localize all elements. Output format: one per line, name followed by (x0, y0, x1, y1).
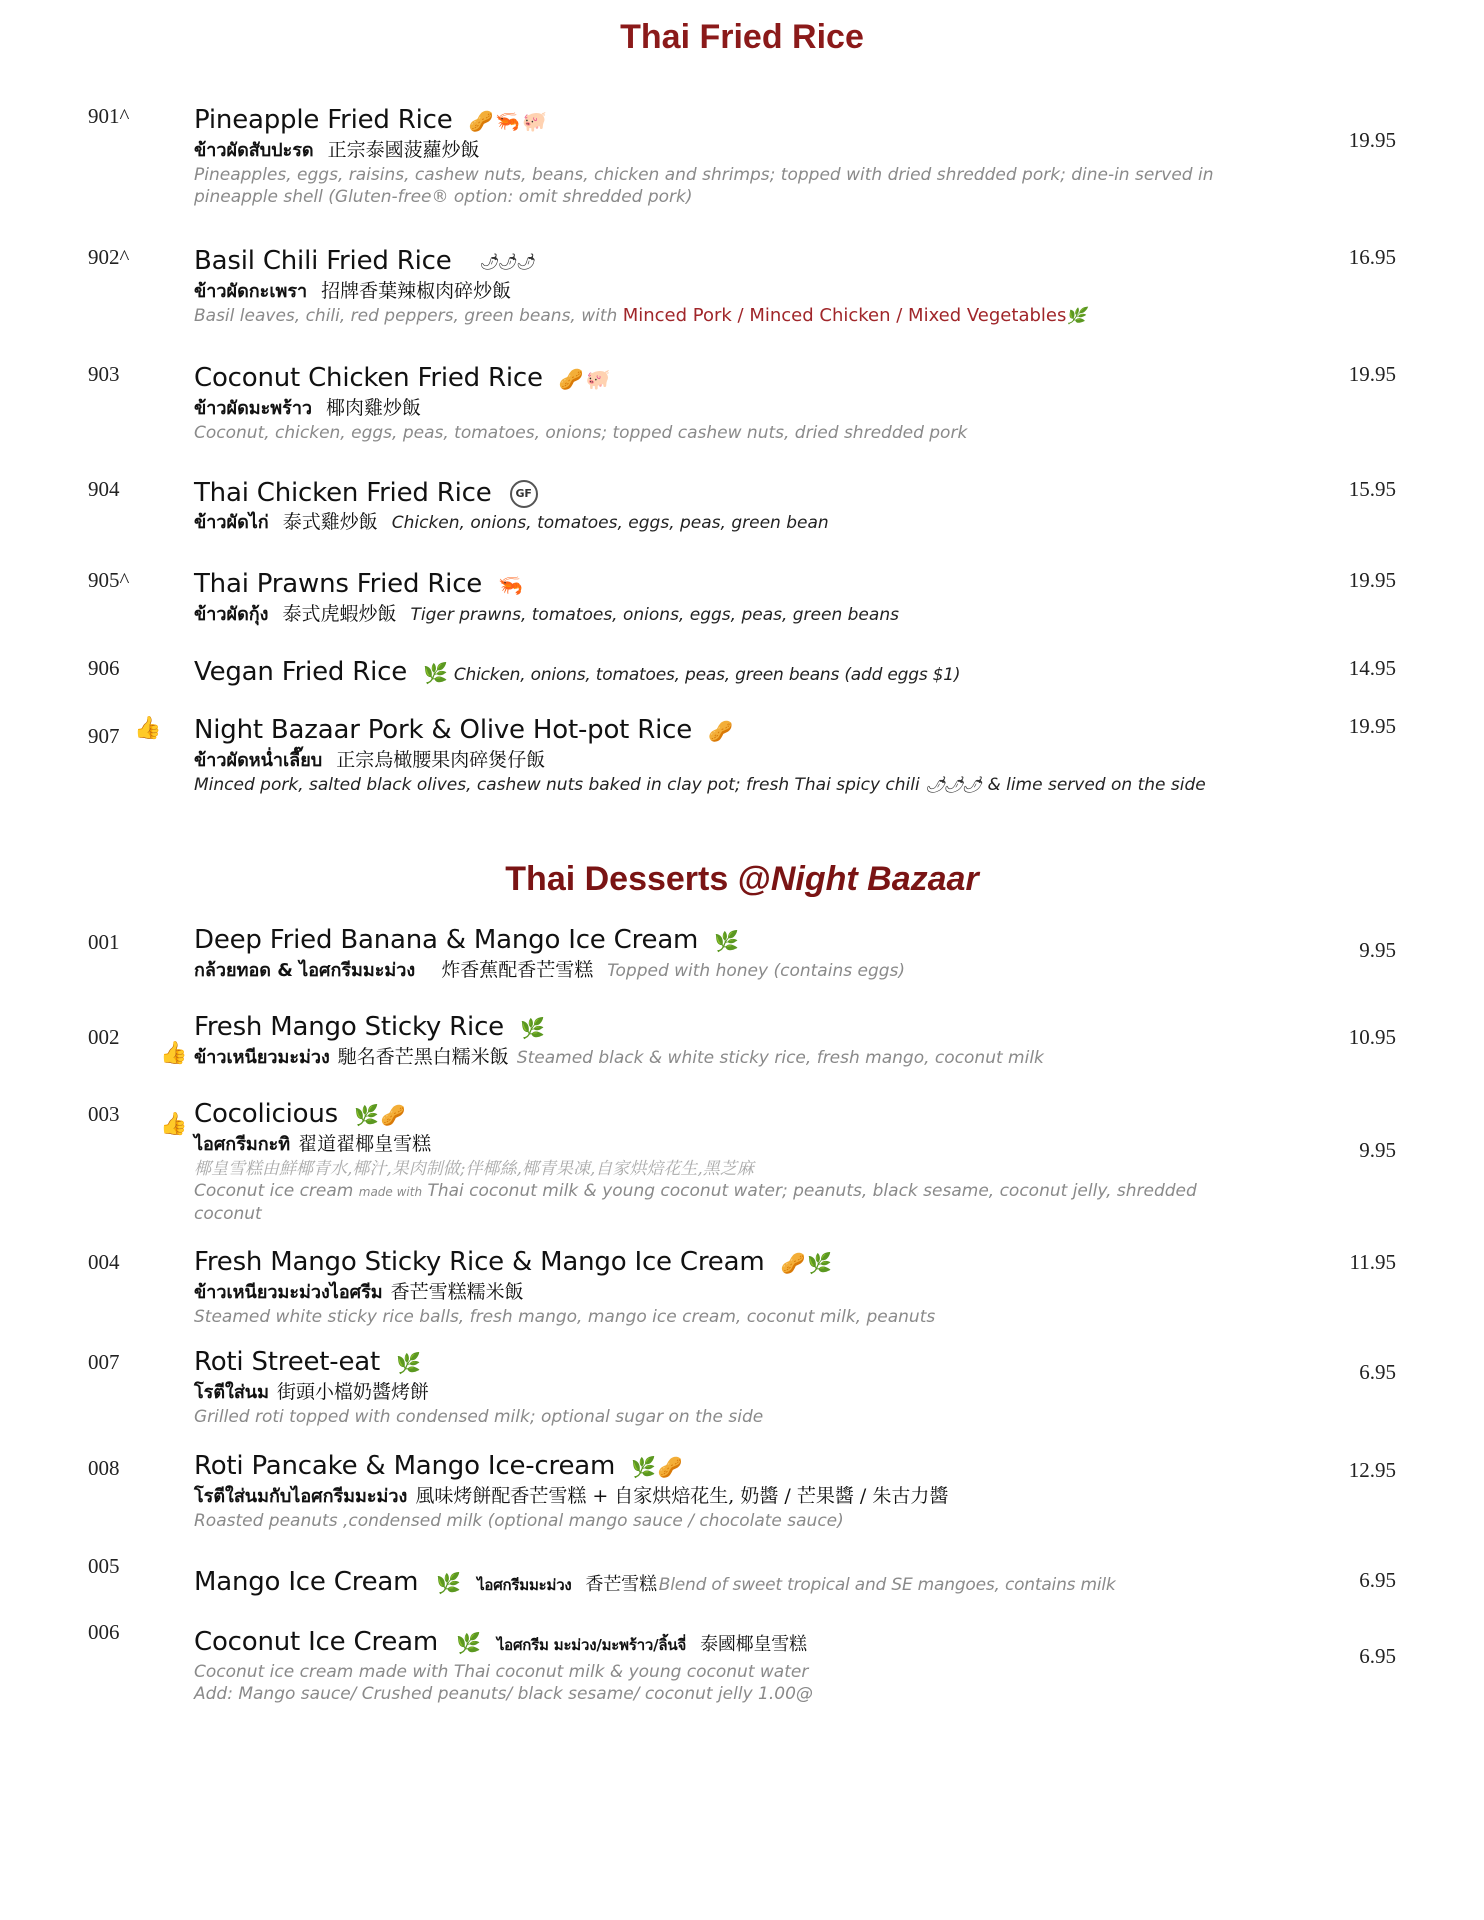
item-thai-name: ไอศกรีมกะทิ (194, 1133, 291, 1155)
item-description: Chicken, onions, tomatoes, eggs, peas, green bean (391, 513, 829, 533)
cashew-icon: 🥜 (558, 367, 584, 391)
item-number: 006 (88, 1620, 120, 1644)
item-number: 902^ (88, 245, 130, 269)
item-description: Coconut ice cream made with Thai coconut milk & young coconut water (194, 1662, 809, 1682)
shrimp-icon: 🦐 (495, 109, 521, 133)
item-number: 007 (88, 1350, 120, 1374)
item-description-end: & lime served on the side (982, 774, 1206, 795)
item-price: 16.95 (1348, 245, 1396, 269)
cashew-icon: 🥜 (468, 109, 494, 133)
cashew-icon: 🥜 (708, 719, 733, 743)
gluten-free-icon: GF (510, 480, 538, 508)
item-thai-name: ข้าวผัดกะเพรา (194, 280, 308, 302)
item-price: 19.95 (1348, 714, 1396, 738)
item-price: 9.95 (1359, 1138, 1396, 1162)
item-chinese-name: 椰肉雞炒飯 (326, 396, 422, 419)
peanut-icon: 🥜 (380, 1103, 406, 1127)
item-description: Coconut ice cream (194, 1180, 359, 1201)
item-number: 002 (88, 1025, 120, 1049)
item-chinese-name: 招牌香葉辣椒肉碎炒飯 (321, 279, 512, 302)
vegan-leaf-icon: 🌿 (423, 660, 448, 685)
item-description: Tiger prawns, tomatoes, onions, eggs, peas, green beans (410, 604, 899, 625)
thumbs-up-icon: 👍 (160, 1112, 188, 1137)
item-thai-name: โรตีใส่นมกับไอศกรีมมะม่วง (194, 1485, 408, 1507)
item-chinese-name: 翟道翟椰皇雪糕 (298, 1132, 432, 1155)
chili-icon: 🌶🌶🌶 (925, 774, 981, 794)
item-description-end: coconut (194, 1203, 262, 1224)
item-price: 19.95 (1348, 128, 1396, 152)
item-description: Steamed white sticky rice balls, fresh mango, mango ice cream, coconut milk, peanuts (194, 1306, 936, 1327)
item-name: Pineapple Fried Rice (194, 105, 453, 135)
item-price: 19.95 (1348, 568, 1396, 592)
item-description: Basil leaves, chili, red peppers, green beans, with (194, 305, 623, 326)
item-chinese-name: 泰式虎蝦炒飯 (282, 602, 397, 625)
item-price: 11.95 (1349, 1250, 1396, 1274)
item-number: 008 (88, 1456, 120, 1480)
item-name: Vegan Fried Rice (194, 657, 408, 687)
item-name: Cocolicious (194, 1099, 338, 1129)
item-description: Grilled roti topped with condensed milk; optional sugar on the side (194, 1406, 764, 1427)
desserts-title-brand: Night Bazaar (770, 860, 979, 898)
item-description: Pineapples, eggs, raisins, cashew nuts, beans, chicken and shrimps; topped with dried shredded pork; dine-in served in (194, 164, 1214, 185)
item-number: 905^ (88, 568, 130, 592)
item-name: Coconut Ice Cream (194, 1627, 439, 1657)
item-thai-name: ข้าวเหนียวมะม่วง (194, 1046, 330, 1068)
item-price: 9.95 (1359, 938, 1396, 962)
vegetarian-icon: 🌿 (520, 1016, 545, 1040)
pork-icon: 🐖 (585, 367, 611, 391)
item-number: 003 (88, 1102, 120, 1126)
item-price: 6.95 (1359, 1644, 1396, 1668)
item-chinese-name: 香芒雪糕 (585, 1574, 657, 1595)
item-price: 10.95 (1348, 1025, 1396, 1049)
item-name: Deep Fried Banana & Mango Ice Cream (194, 925, 699, 955)
item-name: Mango Ice Cream (194, 1567, 419, 1597)
thumbs-up-icon: 👍 (160, 1041, 188, 1066)
item-chinese-name: 泰國椰皇雪糕 (700, 1634, 807, 1655)
vegetarian-icon: 🌿 (456, 1630, 481, 1655)
item-price: 19.95 (1348, 362, 1396, 386)
desserts-title-main: Thai Desserts @ (505, 860, 771, 898)
item-thai-name: ข้าวผัดกุ้ง (194, 603, 269, 625)
item-number: 906 (88, 656, 120, 680)
shrimp-icon: 🦐 (498, 573, 523, 597)
chili-icon: 🌶🌶🌶 (479, 252, 535, 271)
protein-options: Minced Pork / Minced Chicken / Mixed Vegetables (622, 304, 1067, 326)
item-description: Steamed black & white sticky rice, fresh mango, coconut milk (516, 1047, 1044, 1068)
item-name: Roti Street-eat (194, 1347, 380, 1377)
item-name: Basil Chili Fried Rice (194, 246, 452, 276)
item-description-note: made with (358, 1184, 423, 1199)
fried-rice-title: Thai Fried Rice (620, 18, 864, 56)
item-description: Topped with honey (contains eggs) (607, 960, 906, 981)
item-description-cont: Thai coconut milk & young coconut water; peanuts, black sesame, coconut jelly, shredded (422, 1180, 1197, 1201)
vegetarian-icon: 🌿 (807, 1251, 832, 1275)
item-chinese-name: 炸香蕉配香芒雪糕 (441, 958, 594, 981)
item-thai-name: ข้าวผัดมะพร้าว (194, 397, 313, 419)
item-description: Minced pork, salted black olives, cashew nuts baked in clay pot; fresh Thai spicy chili (194, 774, 926, 795)
item-name: Thai Chicken Fried Rice (194, 478, 492, 508)
item-thai-name: ไอศกรีมมะม่วง (477, 1576, 572, 1594)
item-price: 12.95 (1348, 1458, 1396, 1482)
item-price: 15.95 (1348, 477, 1396, 501)
item-description: Roasted peanuts ,condensed milk (optional mango sauce / chocolate sauce) (194, 1510, 844, 1531)
item-number: 903 (88, 362, 120, 386)
item-number: 901^ (88, 104, 130, 128)
item-name: Coconut Chicken Fried Rice (194, 363, 543, 393)
item-price: 6.95 (1359, 1360, 1396, 1384)
item-chinese-name: 香芒雪糕糯米飯 (390, 1280, 524, 1303)
item-chinese-name: 正宗烏橄腰果肉碎煲仔飯 (336, 748, 546, 771)
peanut-icon: 🥜 (780, 1251, 806, 1275)
item-thai-name: ข้าวเหนียวมะม่วงไอศรีม (194, 1281, 383, 1303)
item-chinese-description: 椰皇雪糕由鮮椰青水,椰汁,果肉制做;伴椰絲,椰青果凍,自家烘焙花生,黑芝麻 (194, 1158, 754, 1179)
item-number: 004 (88, 1250, 120, 1274)
item-chinese-name: 泰式雞炒飯 (282, 511, 378, 533)
item-number: 907 (88, 724, 120, 748)
item-chinese-name: 風味烤餅配香芒雪糕 + 自家烘焙花生, 奶醬 / 芒果醬 / 朱古力醬 (415, 1484, 949, 1507)
item-price: 14.95 (1348, 656, 1396, 680)
item-description: Chicken, onions, tomatoes, peas, green beans (add eggs $1) (453, 665, 961, 685)
vegetarian-icon: 🌿 (714, 929, 739, 953)
item-thai-name: ข้าวผัดหน่ำเลี๊ยบ (194, 749, 323, 771)
item-thai-name: โรตีใส่นม (194, 1381, 269, 1403)
item-number: 005 (88, 1554, 120, 1578)
item-chinese-name: 正宗泰國菠蘿炒飯 (327, 138, 480, 161)
vegetarian-icon: 🌿 (631, 1455, 656, 1479)
vegetarian-icon: 🌿 (396, 1351, 421, 1375)
item-thai-name: ข้าวผัดไก่ (194, 512, 269, 533)
item-thai-name: ไอศกรีม มะม่วง/มะพร้าว/ลิ้นจี่ (496, 1636, 687, 1654)
pork-icon: 🐖 (522, 109, 547, 133)
item-thai-name: กล้วยทอด & ไอศกรีมมะม่วง (194, 959, 416, 981)
item-name: Night Bazaar Pork & Olive Hot-pot Rice (194, 715, 693, 745)
vegetarian-icon: 🌿 (354, 1103, 379, 1127)
item-name: Fresh Mango Sticky Rice & Mango Ice Cream (194, 1247, 765, 1277)
item-thai-name: ข้าวผัดสับปะรด (194, 139, 314, 161)
item-name: Thai Prawns Fried Rice (194, 569, 483, 599)
item-chinese-name: 街頭小檔奶醬烤餅 (276, 1380, 429, 1403)
item-number: 904 (88, 477, 120, 501)
vegetable-leaf-icon: 🌿 (1066, 305, 1087, 325)
item-description: Blend of sweet tropical and SE mangoes, contains milk (658, 1575, 1116, 1595)
item-description-addon: Add: Mango sauce/ Crushed peanuts/ black sesame/ coconut jelly 1.00@ (194, 1684, 813, 1704)
vegetarian-icon: 🌿 (436, 1570, 462, 1595)
item-price: 6.95 (1359, 1568, 1396, 1592)
item-name: Fresh Mango Sticky Rice (194, 1012, 504, 1042)
desserts-title (0, 860, 1484, 899)
item-chinese-name: 馳名香芒黑白糯米飯 (337, 1045, 509, 1068)
thumbs-up-icon: 👍 (134, 716, 162, 741)
item-name: Roti Pancake & Mango Ice-cream (194, 1451, 616, 1481)
item-description: Coconut, chicken, eggs, peas, tomatoes, onions; topped cashew nuts, dried shredded pork (194, 422, 968, 443)
peanut-icon: 🥜 (657, 1455, 683, 1479)
item-number: 001 (88, 930, 120, 954)
item-description-cont: pineapple shell (Gluten-free® option: omit shredded pork) (194, 186, 693, 207)
